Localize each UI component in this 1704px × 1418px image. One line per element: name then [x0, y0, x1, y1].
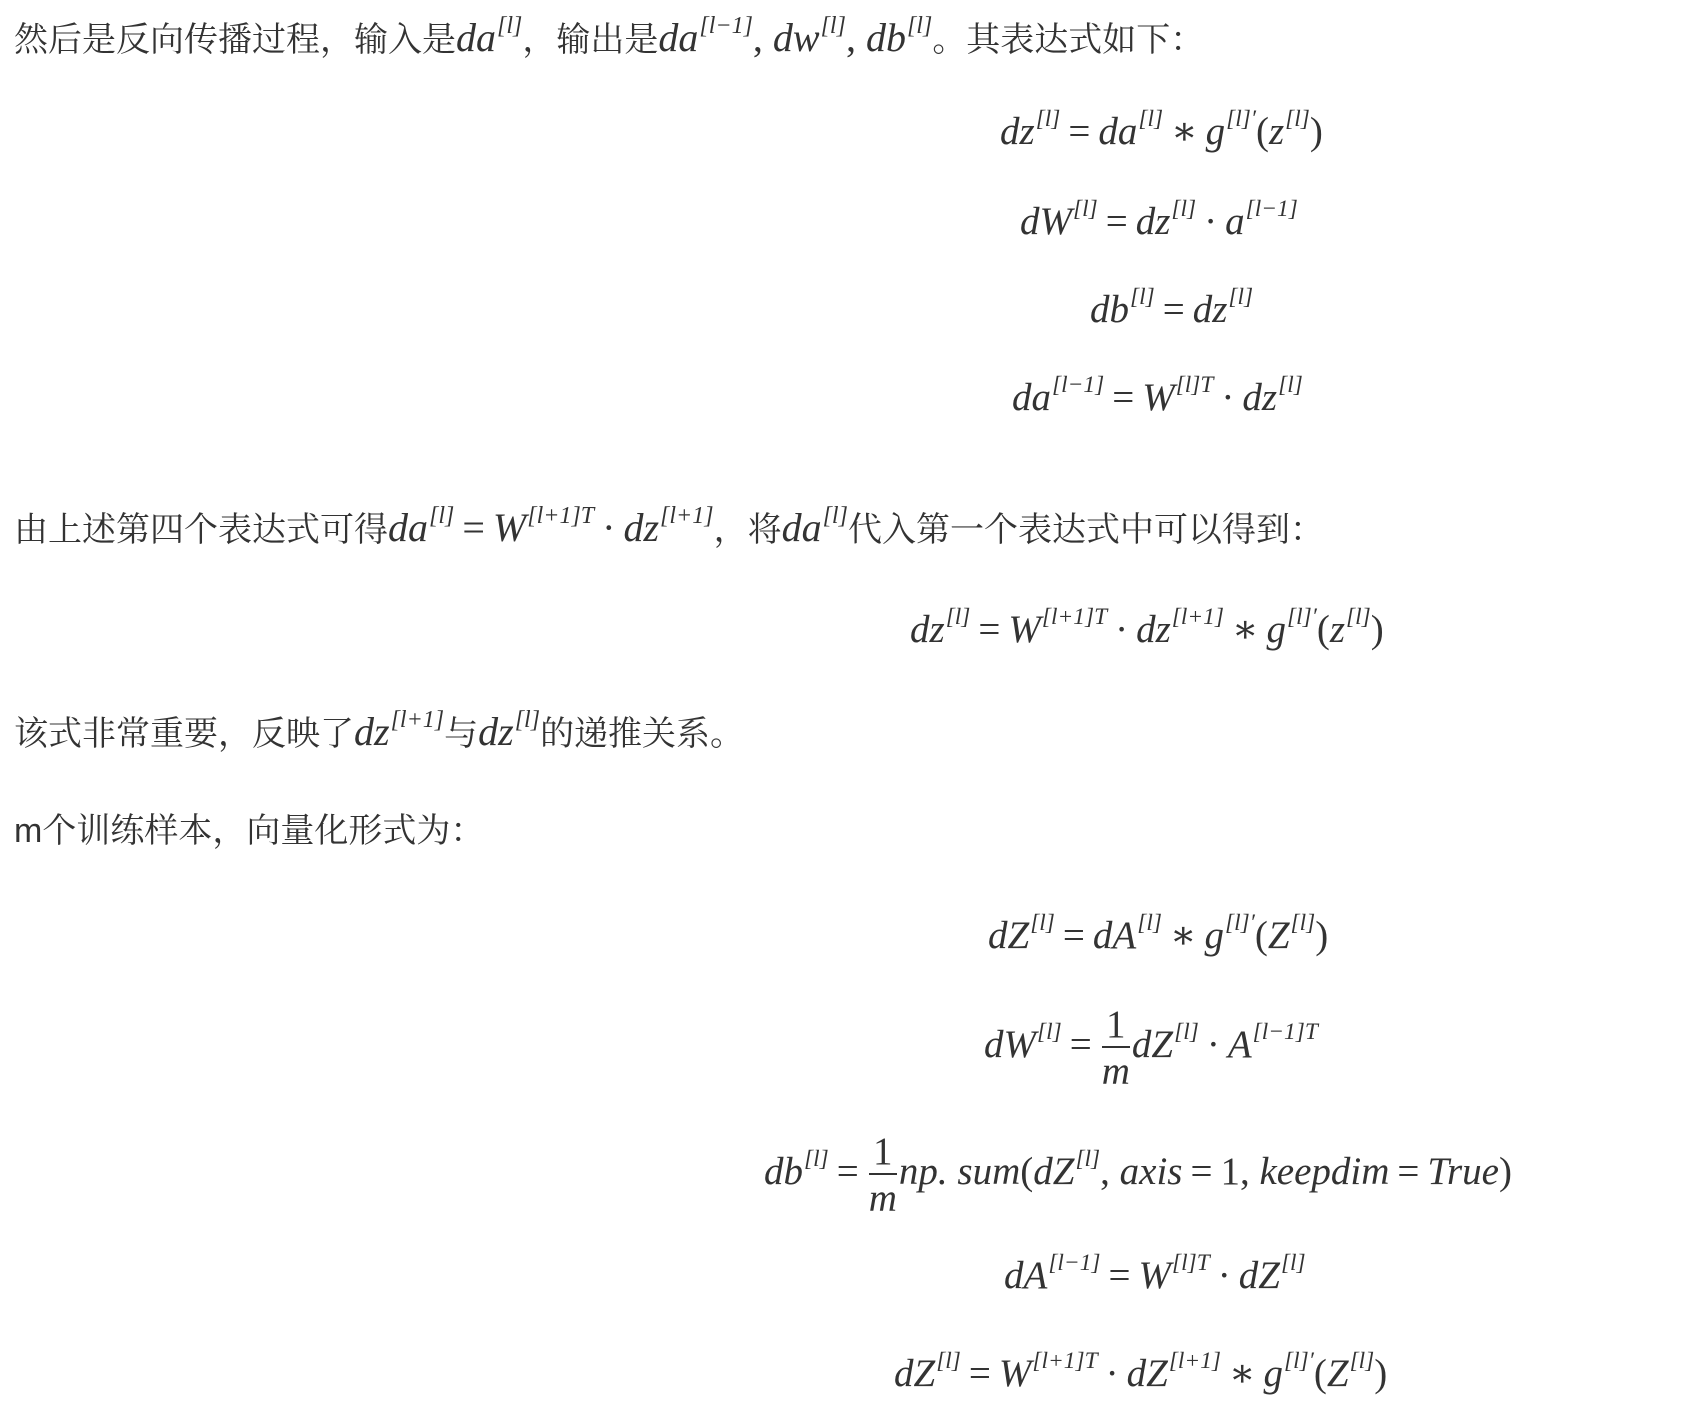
paragraph-text: 的递推关系。 — [540, 715, 745, 753]
paragraph-text: m个训练样本，向量化形式为： — [14, 812, 485, 850]
paragraph-backprop-intro — [14, 13, 1205, 60]
fraction-one-over-m: $\frac{1}{m}$ — [868, 1130, 897, 1220]
paragraph-substitution — [14, 503, 1324, 550]
paragraph-text: 该式非常重要，反映了 — [14, 715, 354, 753]
paragraph-text: 由上述第四个表达式可得 — [14, 511, 388, 549]
paragraph-text: 与 — [444, 715, 479, 753]
equation-da-prev: $da[l-1] = W^{[l]T} \cdot dz[l]$ — [1012, 372, 1303, 419]
paragraph-importance — [14, 707, 745, 754]
equation-db: db[l] = dz[l] — [1090, 284, 1254, 331]
paragraph-text: 。其表达式如下： — [932, 21, 1205, 59]
inline-math-da-l: da[l] — [781, 503, 848, 550]
inline-math-outputs: da[l−1], dw[l], db[l] — [658, 13, 933, 60]
equation-dZ: dZ[l] = dA[l] ∗ $g^{[l]'}(Z[l])$ — [988, 910, 1329, 957]
inline-math-da-l: da[l] — [456, 13, 523, 60]
paragraph-text: 然后是反向传播过程，输入是 — [14, 21, 456, 59]
equation-dW-vectorized: dW[l] = $\frac{1}{m}$ $dZ[l] \cdot A^{[l-1]T}$ — [984, 1003, 1318, 1093]
equation-dz: dz[l] = da[l] ∗ $g^{[l]'}(z[l])$ — [1000, 106, 1323, 153]
inline-math-dz-l: dz[l] — [478, 707, 541, 754]
paragraph-text: ，将 — [713, 511, 782, 549]
inline-math-dz-next: dz[l+1] — [354, 707, 445, 754]
paragraph-text: 代入第一个表达式中可以得到： — [847, 511, 1324, 549]
equation-dW: dW[l] = dz[l] · a[l−1] — [1020, 196, 1298, 243]
equation-dz-recursive: $dz[l] = W^{[l+1]T} \cdot dz[l+1]$ ∗ $g^{[l]'}(z[l])$ — [910, 604, 1384, 651]
fraction-one-over-m: $\frac{1}{m}$ — [1101, 1003, 1130, 1093]
paragraph-text: ，输出是 — [522, 21, 659, 59]
equation-dZ-recursive: $dZ[l] = W^{[l+1]T} \cdot dZ[l+1]$ ∗ $g^{[l]'}(Z[l])$ — [894, 1348, 1388, 1395]
inline-math-da-expr: $da[l] = W^{[l+1]T} \cdot dz[l+1]$ — [388, 503, 714, 550]
equation-db-vectorized: db[l] = $\frac{1}{m}$ np. sum(dZ[l], axis = 1, keepdim = True) — [764, 1130, 1512, 1220]
paragraph-vectorized-intro — [14, 814, 484, 848]
equation-dA-prev: $dA[l-1] = W^{[l]T} \cdot dZ[l]$ — [1004, 1250, 1306, 1297]
